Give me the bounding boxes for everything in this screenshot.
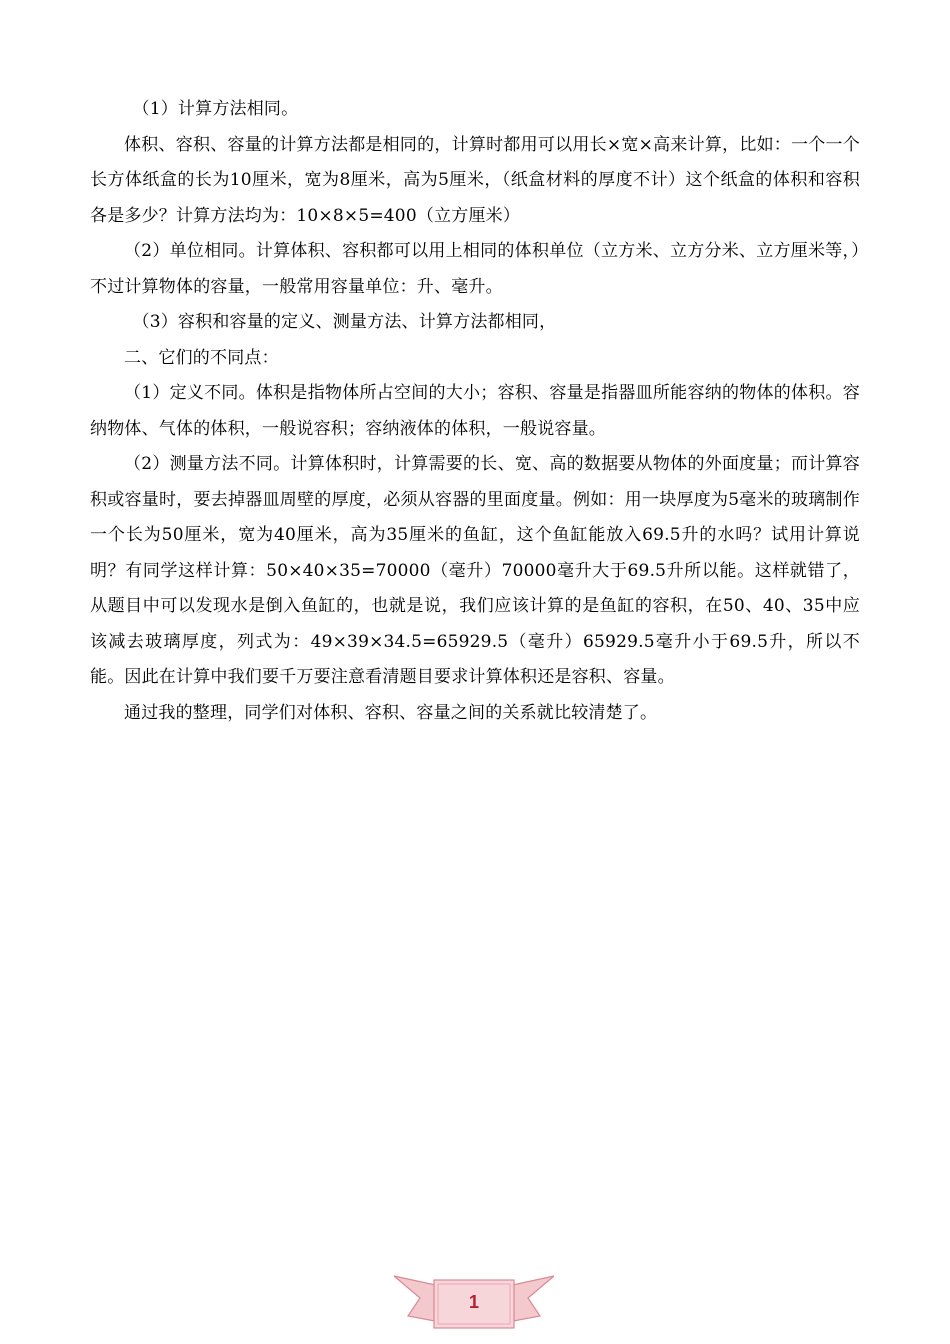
paragraph-definition-same: （3）容积和容量的定义、测量方法、计算方法都相同， (132, 312, 557, 332)
document-body (90, 92, 860, 731)
paragraph-definition-different: （1）定义不同。体积是指物体所占空间的大小；容积、容量是指器皿所能容纳的物体的体积。容纳物体、气体的体积，一般说容积；容纳液体的体积，一般说容量。 (90, 383, 860, 439)
paragraph-calc-example: 体积、容积、容量的计算方法都是相同的，计算时都用可以用长×宽×高来计算，比如：一个一个长方体纸盒的长为10厘米，宽为8厘米，高为5厘米，（纸盒材料的厚度不计）这个纸盒的体积和容积各是多少？计算方法均为：10×8×5=400（立方厘米） (90, 134, 860, 226)
section-heading-differences: 二、它们的不同点： (124, 347, 279, 368)
paragraph-calc-method-same: （1）计算方法相同。 (132, 99, 299, 119)
page-number: 1 (468, 1292, 479, 1312)
paragraph-conclusion: 通过我的整理，同学们对体积、容积、容量之间的关系就比较清楚了。 (124, 702, 658, 723)
paragraph-unit-same: （2）单位相同。计算体积、容积都可以用上相同的体积单位（立方米、立方分米、立方厘米等，）不过计算物体的容量，一般常用容量单位：升、毫升。 (90, 241, 860, 297)
paragraph-measure-different: （2）测量方法不同。计算体积时，计算需要的长、宽、高的数据要从物体的外面度量；而计算容积或容量时，要去掉器皿周壁的厚度，必须从容器的里面度量。例如：用一块厚度为5毫米的玻璃制作一个长为50厘米，宽为40厘米，高为35厘米的鱼缸，这个鱼缸能放入69.5升的水吗？试用计算说明？有同学这样计算：50×40×35=70000（毫升）70000毫升大于69.5升所以能。这样就错了，从题目中可以发现水是倒入鱼缸的，也就是说，我们应该计算的是鱼缸的容积，在50、40、35中应该减去玻璃厚度，列式为：49×39×34.5=65929.5（毫升）65929.5毫升小于69.5升，所以不能。因此在计算中我们要千万要注意看清题目要求计算体积还是容积、容量。 (90, 454, 860, 687)
page-footer-ribbon (390, 1268, 558, 1344)
